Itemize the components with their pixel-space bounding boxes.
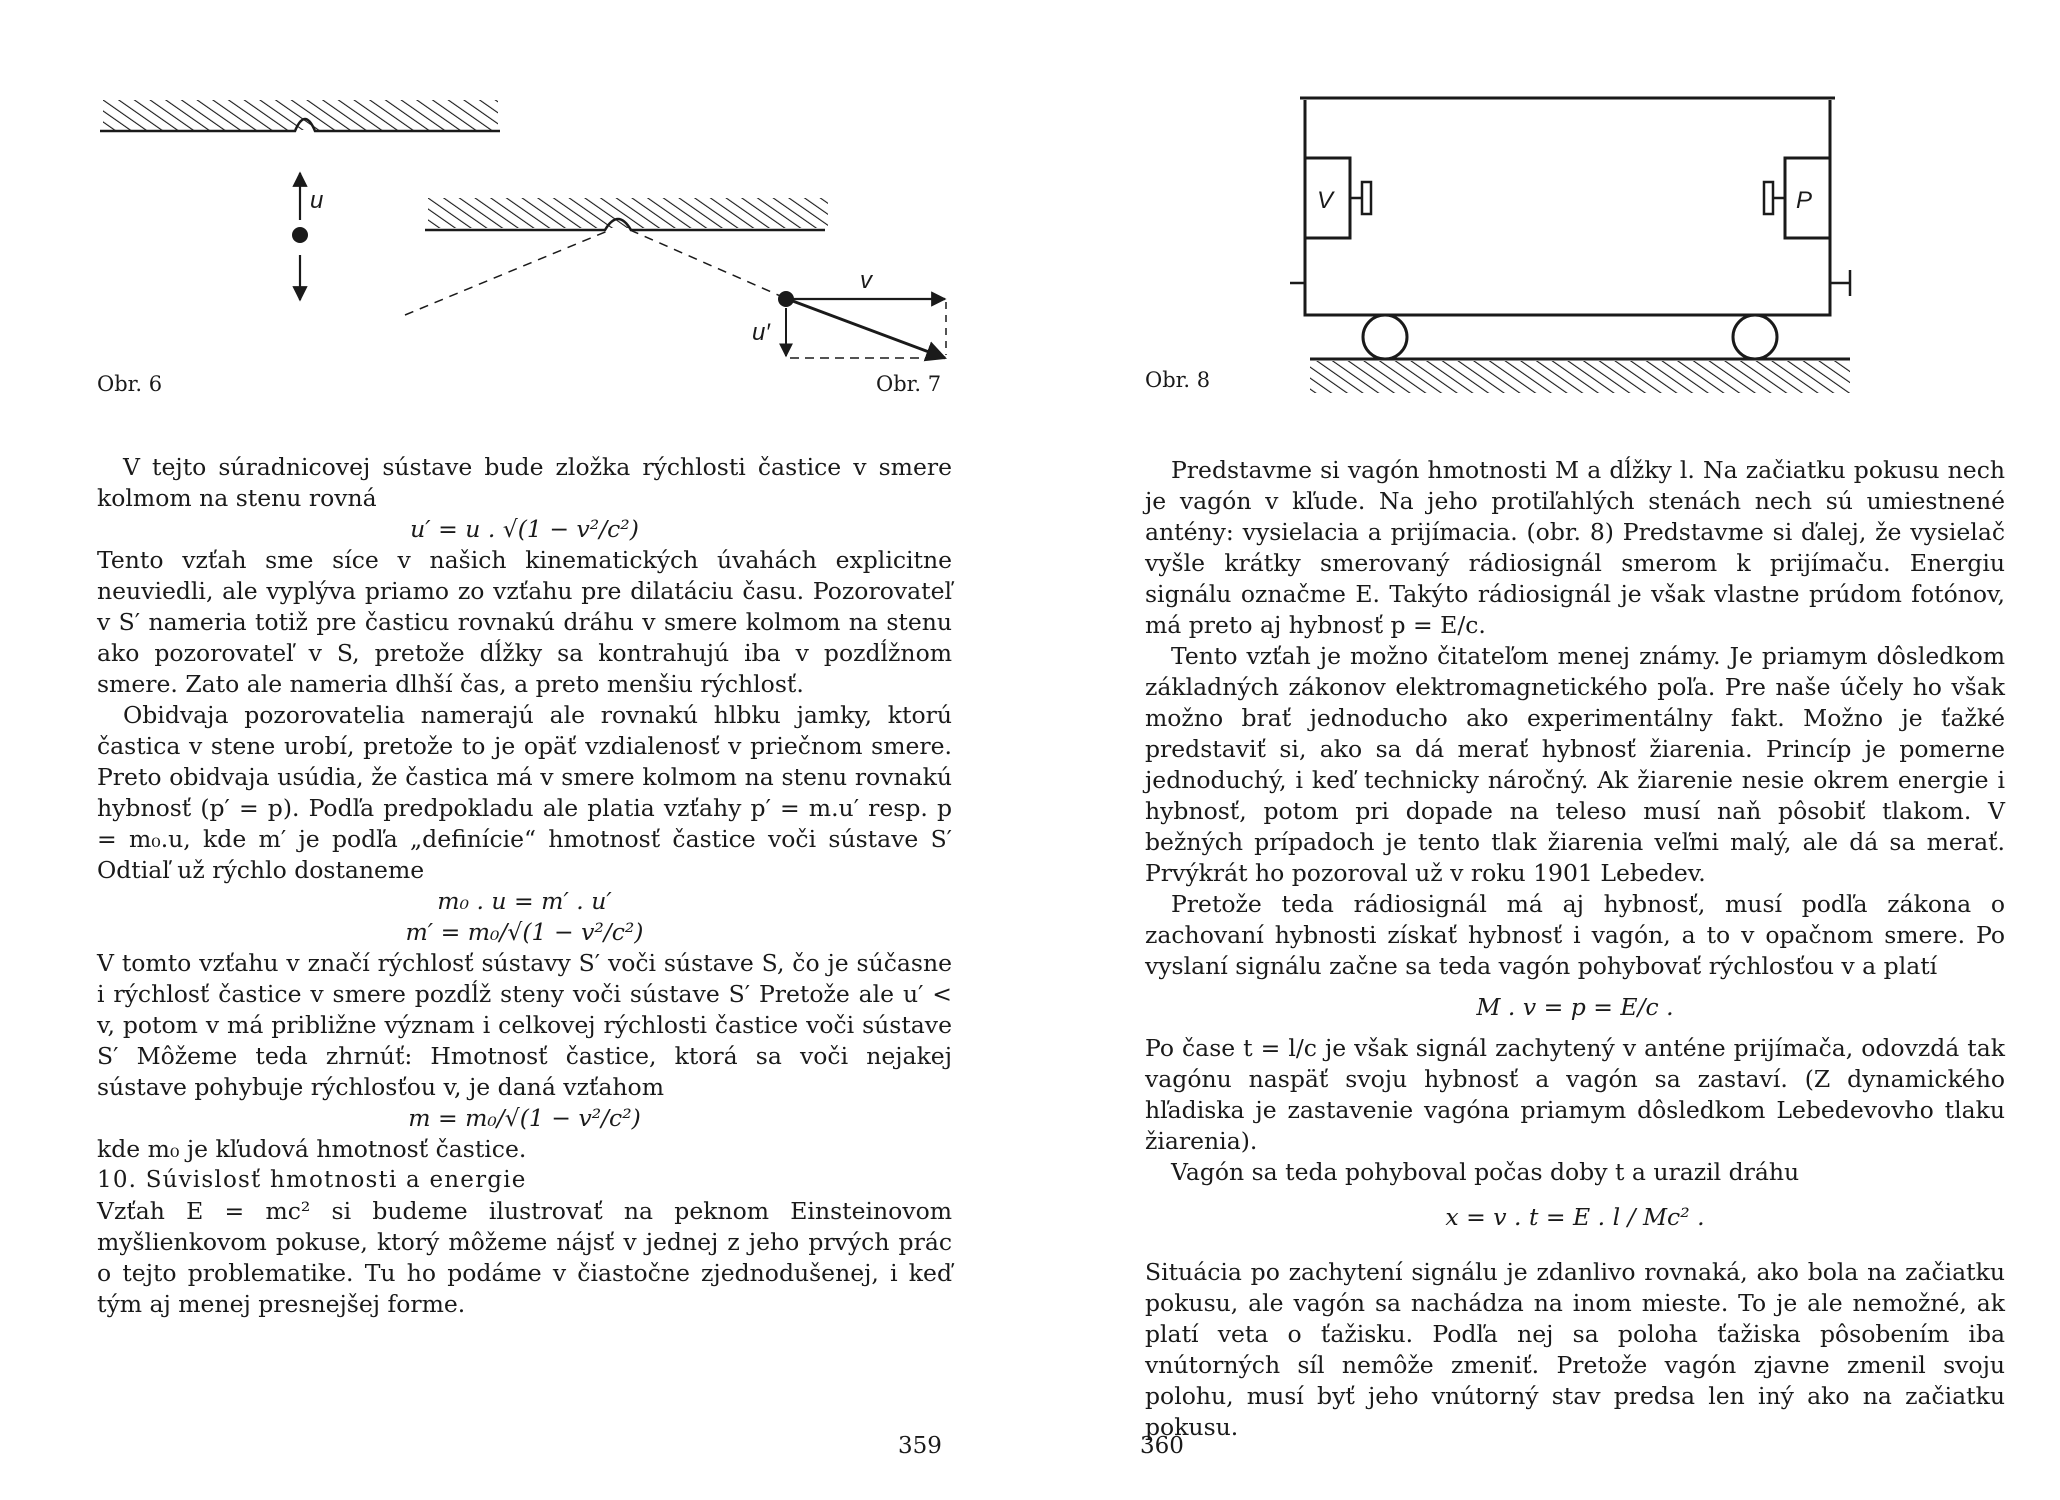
- figure-8: [1290, 90, 1870, 400]
- paragraph: Vagón sa teda pohyboval počas doby t a urazil dráhu: [1171, 1158, 1800, 1186]
- right-wheel: [1733, 315, 1777, 359]
- label-P: P: [1796, 187, 1813, 214]
- paragraph: Situácia po zachytení signálu je zdanlivo rovnaká, ako bola na začiatku pokusu, ale vagón sa nachádza na inom mieste. To je ale nemožné, ak platí veta o ťažisku. Podľa nej sa poloha ťažiska pôsobením iba vnútorných síl nemôže zmeniť. Pretože vagón zjavne zmenil svoju polohu, musí byť jeho vnútorný stav predsa len iný ako na začiatku pokusu.: [1145, 1258, 2005, 1441]
- page-number: 360: [1140, 1433, 1184, 1459]
- wall-hatching: [428, 198, 828, 228]
- paragraph: Tento vzťah sme síce v našich kinematických úvahách explicitne neuviedli, ale vyplýva priamo zo vzťahu pre dilatáciu času. Pozorovateľ v S′ nameria totiž pre časticu rovnakú dráhu v smere kolmom na stenu ako pozorovateľ v S, pretože dĺžky sa kontrahujú iba v pozdĺžnom smere. Zato ale nameria dlhší čas, a preto menšiu rýchlosť.: [97, 546, 952, 698]
- label-V: V: [1317, 187, 1334, 214]
- paragraph: Tento vzťah je možno čitateľom menej známy. Je priamym dôsledkom základných zákonov elektromagnetického poľa. Pre naše účely ho však možno brať jednoducho ako experimentálny fakt. Možno je ťažké predstaviť si, ako sa dá merať hybnosť žiarenia. Princíp je pomerne jednoduchý, i keď technicky náročný. Ak žiarenie nesie okrem energie i hybnosť, potom pri dopade na teleso musí naň pôsobiť tlakom. V bežných prípadoch je tento tlak žiarenia veľmi malý, ale dá sa merať. Prvýkrát ho pozoroval už v roku 1901 Lebedev.: [1145, 642, 2005, 887]
- ground-hatching: [1310, 361, 1850, 393]
- paragraph: V tejto súradnicovej sústave bude zložka rýchlosti častice v smere kolmom na stenu rovná: [97, 453, 952, 512]
- equation: M . v = p = E/c .: [1476, 993, 1674, 1021]
- figure-6-caption: Obr. 6: [97, 372, 163, 396]
- paragraph: kde m₀ je kľudová hmotnosť častice.: [97, 1135, 527, 1163]
- label-u-prime: u′: [752, 319, 770, 346]
- equation: u′ = u . √(1 − v²/c²): [410, 515, 639, 543]
- equation: m₀ . u = m′ . u′: [437, 887, 612, 915]
- figure-7: [400, 190, 960, 365]
- left-wheel: [1363, 315, 1407, 359]
- paragraph: Po čase t = l/c je však signál zachytený v anténe prijímača, odovzdá tak vagónu naspäť svoju hybnosť a vagón sa zastaví. (Z dynamického hľadiska je zastavenie vagóna priamym dôsledkom Lebedevovho tlaku žiarenia).: [1145, 1034, 2005, 1155]
- paragraph: Predstavme si vagón hmotnosti M a dĺžky l. Na začiatku pokusu nech je vagón v kľude. Na jeho protiľahlých stenách nech sú umiestnené antény: vysielacia a prijímacia. (obr. 8) Predstavme si ďalej, že vysielač vyšle krátky smerovaný rádiosignál smerom k prijímaču. Energiu signálu označme E. Takýto rádiosignál je však vlastne prúdom fotónov, má preto aj hybnosť p = E/c.: [1145, 456, 2005, 639]
- wall-hatching: [103, 100, 498, 130]
- transmitter-antenna: [1362, 182, 1371, 214]
- incoming-path: [405, 230, 610, 315]
- left-body-text: [97, 452, 952, 1320]
- paragraph: Obidvaja pozorovatelia namerajú ale rovnakú hlbku jamky, ktorú častica v stene urobí, pretože to je opäť vzdialenosť v priečnom smere. Preto obidvaja usúdia, že častica má v smere kolmom na stenu rovnakú hybnosť (p′ = p). Podľa predpokladu ale platia vzťahy p′ = m.u′ resp. p = m₀.u, kde m′ je podľa „definície“ hmotnosť častice voči sústave S′ Odtiaľ už rýchlo dostaneme: [97, 701, 952, 884]
- equation: m′ = m₀/√(1 − v²/c²): [405, 918, 644, 946]
- right-body-text: [1145, 455, 2005, 1443]
- section-heading: 10. Súvislosť hmotnosti a energie: [97, 1167, 527, 1193]
- paragraph: Pretože teda rádiosignál má aj hybnosť, musí podľa zákona o zachovaní hybnosti získať hybnosť i vagón, a to v opačnom smere. Po vyslaní signálu začne sa teda vagón pohybovať rýchlosťou v a platí: [1145, 890, 2005, 980]
- paragraph: V tomto vzťahu v značí rýchlosť sústavy S′ voči sústave S, čo je súčasne i rýchlosť častice v smere pozdĺž steny voči sústave S′ Pretože ale u′ < v, potom v má približne význam i celkovej rýchlosti častice voči sústave S′ Môžeme teda zhrnúť: Hmotnosť častice, ktorá sa voči nejakej sústave pohybuje rýchlosťou v, je daná vzťahom: [97, 949, 952, 1101]
- receiver-antenna: [1764, 182, 1773, 214]
- right-page: [1030, 0, 2060, 1500]
- paragraph: Vzťah E = mc² si budeme ilustrovať na peknom Einsteinovom myšlienkovom pokuse, ktorý môžeme nájsť v jednej z jeho prvých prác o tejto problematike. Tu ho podáme v čiastočne zjednodušenej, i keď tým aj menej presnejšej forme.: [97, 1197, 952, 1318]
- figure-8-caption: Obr. 8: [1145, 368, 1211, 392]
- label-v: v: [860, 267, 872, 294]
- equation: m = m₀/√(1 − v²/c²): [408, 1104, 641, 1132]
- particle: [292, 227, 308, 243]
- resultant-arrow: [790, 300, 945, 358]
- page-number: 359: [898, 1433, 942, 1459]
- figure-7-caption: Obr. 7: [876, 372, 942, 396]
- wagon-body: [1305, 100, 1830, 315]
- equation: x = v . t = E . l / Mc² .: [1445, 1203, 1705, 1231]
- label-u: u: [310, 187, 324, 214]
- outgoing-path: [630, 230, 785, 298]
